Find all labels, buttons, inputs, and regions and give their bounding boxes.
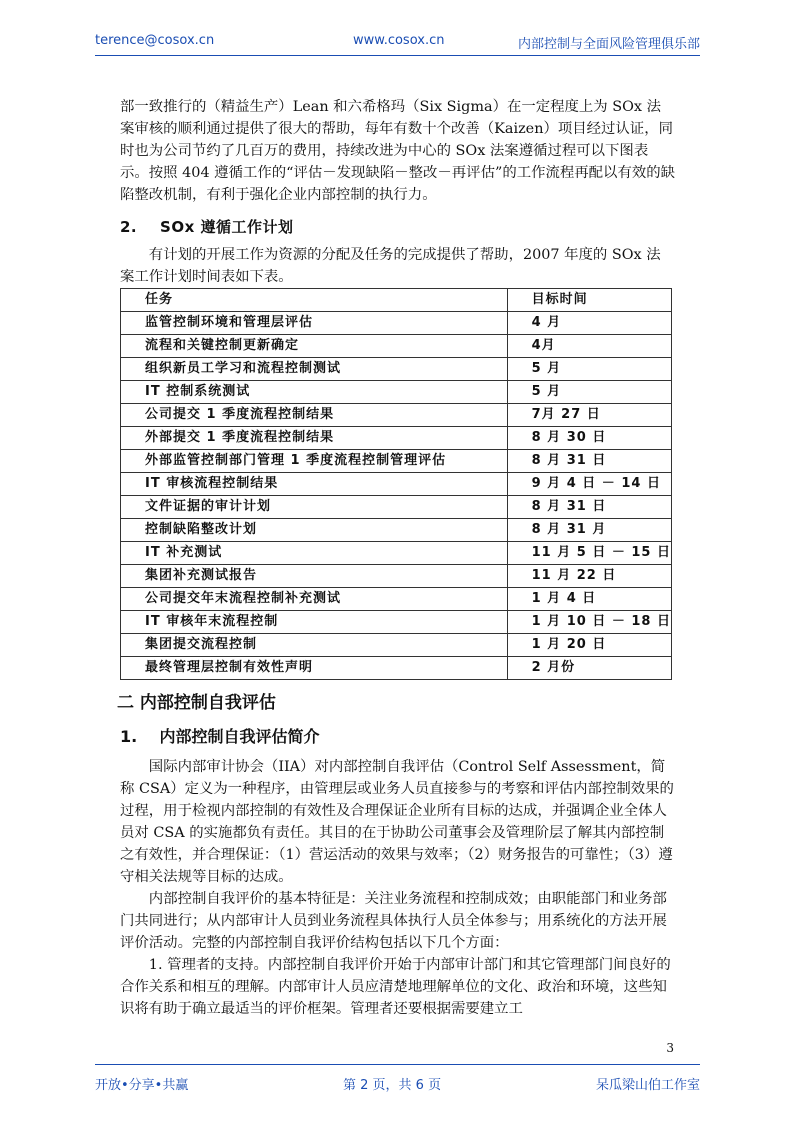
target-date-cell: 4月 bbox=[507, 335, 671, 358]
target-date-cell: 4 月 bbox=[507, 312, 671, 335]
task-cell: IT 补充测试 bbox=[121, 542, 508, 565]
target-date-cell: 8 月 31 日 bbox=[507, 496, 671, 519]
table-row bbox=[121, 565, 672, 588]
header-website[interactable]: www.cosox.cn bbox=[353, 33, 445, 48]
target-date-cell: 1 月 20 日 bbox=[507, 634, 671, 657]
table-row bbox=[121, 657, 672, 680]
page-number: 3 bbox=[666, 1041, 674, 1055]
task-cell: 公司提交年末流程控制补充测试 bbox=[121, 588, 508, 611]
task-cell: 外部提交 1 季度流程控制结果 bbox=[121, 427, 508, 450]
target-date-cell: 5 月 bbox=[507, 358, 671, 381]
task-cell: 集团补充测试报告 bbox=[121, 565, 508, 588]
target-date-cell: 9 月 4 日 － 14 日 bbox=[507, 473, 671, 496]
section-heading-sox-plan: 2. SOx 遵循工作计划 bbox=[120, 218, 294, 236]
page-header bbox=[95, 33, 700, 53]
header-club: 内部控制与全面风险管理俱乐部 bbox=[517, 37, 700, 52]
table-row bbox=[121, 335, 672, 358]
table-row bbox=[121, 519, 672, 542]
header-email[interactable]: terence@cosox.cn bbox=[95, 33, 215, 48]
task-cell: 外部监管控制部门管理 1 季度流程控制管理评估 bbox=[121, 450, 508, 473]
page-footer bbox=[95, 1074, 700, 1094]
task-cell: 最终管理层控制有效性声明 bbox=[121, 657, 508, 680]
target-date-cell: 8 月 31 月 bbox=[507, 519, 671, 542]
target-date-cell: 11 月 5 日 － 15 日 bbox=[507, 542, 671, 565]
target-date-cell: 8 月 30 日 bbox=[507, 427, 671, 450]
plan-paragraph: 有计划的开展工作为资源的分配及任务的完成提供了帮助，2007 年度的 SOx 法案工作计划时间表如下表。 bbox=[120, 247, 661, 285]
table-row bbox=[121, 496, 672, 519]
table-row bbox=[121, 611, 672, 634]
table-row bbox=[121, 358, 672, 381]
table-row bbox=[121, 404, 672, 427]
footer-studio: 呆瓜梁山伯工作室 bbox=[595, 1078, 700, 1093]
target-date-cell: 11 月 22 日 bbox=[507, 565, 671, 588]
table-row bbox=[121, 381, 672, 404]
footer-slogan: 开放•分享•共赢 bbox=[95, 1078, 189, 1093]
table-row bbox=[121, 588, 672, 611]
column-header-task: 任务 bbox=[121, 289, 508, 312]
task-cell: IT 审核流程控制结果 bbox=[121, 473, 508, 496]
target-date-cell: 2 月份 bbox=[507, 657, 671, 680]
part-heading-self-assessment: 二 内部控制自我评估 bbox=[117, 693, 276, 713]
target-date-cell: 1 月 10 日 － 18 日 bbox=[507, 611, 671, 634]
table-row bbox=[121, 427, 672, 450]
target-date-cell: 7月 27 日 bbox=[507, 404, 671, 427]
table-row bbox=[121, 473, 672, 496]
page-content bbox=[117, 96, 676, 1020]
table-row bbox=[121, 312, 672, 335]
intro-paragraph: 部一致推行的（精益生产）Lean 和六希格玛（Six Sigma）在一定程度上为 SOx 法案审核的顺利通过提供了很大的帮助，每年有数十个改善（Kaizen）项目经过认证，同时也为公司节约了几百万的费用，持续改进为中心的 SOx 法案遵循过程可以下图表示。按照 404 遵循工作的“评估－发现缺陷－整改－再评估”的工作流程再配以有效的缺陷整改机制，有利于强化企业内部控制的执行力。 bbox=[120, 99, 676, 203]
table-row bbox=[121, 542, 672, 565]
csa-features-paragraph: 内部控制自我评价的基本特征是：关注业务流程和控制成效；由职能部门和业务部门共同进行；从内部审计人员到业务流程具体执行人员全体参与；用系统化的方法开展评价活动。完整的内部控制自我评价结构包括以下几个方面： bbox=[120, 891, 667, 951]
footer-divider bbox=[95, 1064, 700, 1065]
task-cell: IT 审核年末流程控制 bbox=[121, 611, 508, 634]
table-row bbox=[121, 634, 672, 657]
task-cell: 文件证据的审计计划 bbox=[121, 496, 508, 519]
task-cell: 控制缺陷整改计划 bbox=[121, 519, 508, 542]
csa-definition-paragraph: 国际内部审计协会（IIA）对内部控制自我评估（Control Self Assessment，简称 CSA）定义为一种程序，由管理层或业务人员直接参与的考察和评估内部控制效果的过程，用于检视内部控制的有效性及合理保证企业所有目标的达成，并强调企业全体人员对 CSA 的实施都负有责任。其目的在于协助公司董事会及管理阶层了解其内部控制之有效性，并合理保证：（1）营运活动的效果与效率；（2）财务报告的可靠性；（3）遵守相关法规等目标的达成。 bbox=[120, 759, 674, 885]
subsection-heading-csa-intro: 1. 内部控制自我评估简介 bbox=[120, 727, 320, 746]
task-cell: 集团提交流程控制 bbox=[121, 634, 508, 657]
header-divider bbox=[95, 55, 700, 56]
task-cell: 公司提交 1 季度流程控制结果 bbox=[121, 404, 508, 427]
management-support-paragraph: 1. 管理者的支持。内部控制自我评价开始于内部审计部门和其它管理部门间良好的合作关系和相互的理解。内部审计人员应清楚地理解单位的文化、政治和环境，这些知识将有助于确立最适当的评价框架。管理者还要根据需要建立工 bbox=[120, 957, 671, 1017]
target-date-cell: 8 月 31 日 bbox=[507, 450, 671, 473]
task-cell: IT 控制系统测试 bbox=[121, 381, 508, 404]
table-row bbox=[121, 450, 672, 473]
task-cell: 监管控制环境和管理层评估 bbox=[121, 312, 508, 335]
task-cell: 流程和关键控制更新确定 bbox=[121, 335, 508, 358]
target-date-cell: 5 月 bbox=[507, 381, 671, 404]
column-header-target-date: 目标时间 bbox=[507, 289, 671, 312]
table-header-row bbox=[121, 289, 672, 312]
schedule-table bbox=[120, 288, 672, 680]
footer-page-info: 第 2 页，共 6 页 bbox=[343, 1078, 442, 1093]
task-cell: 组织新员工学习和流程控制测试 bbox=[121, 358, 508, 381]
target-date-cell: 1 月 4 日 bbox=[507, 588, 671, 611]
